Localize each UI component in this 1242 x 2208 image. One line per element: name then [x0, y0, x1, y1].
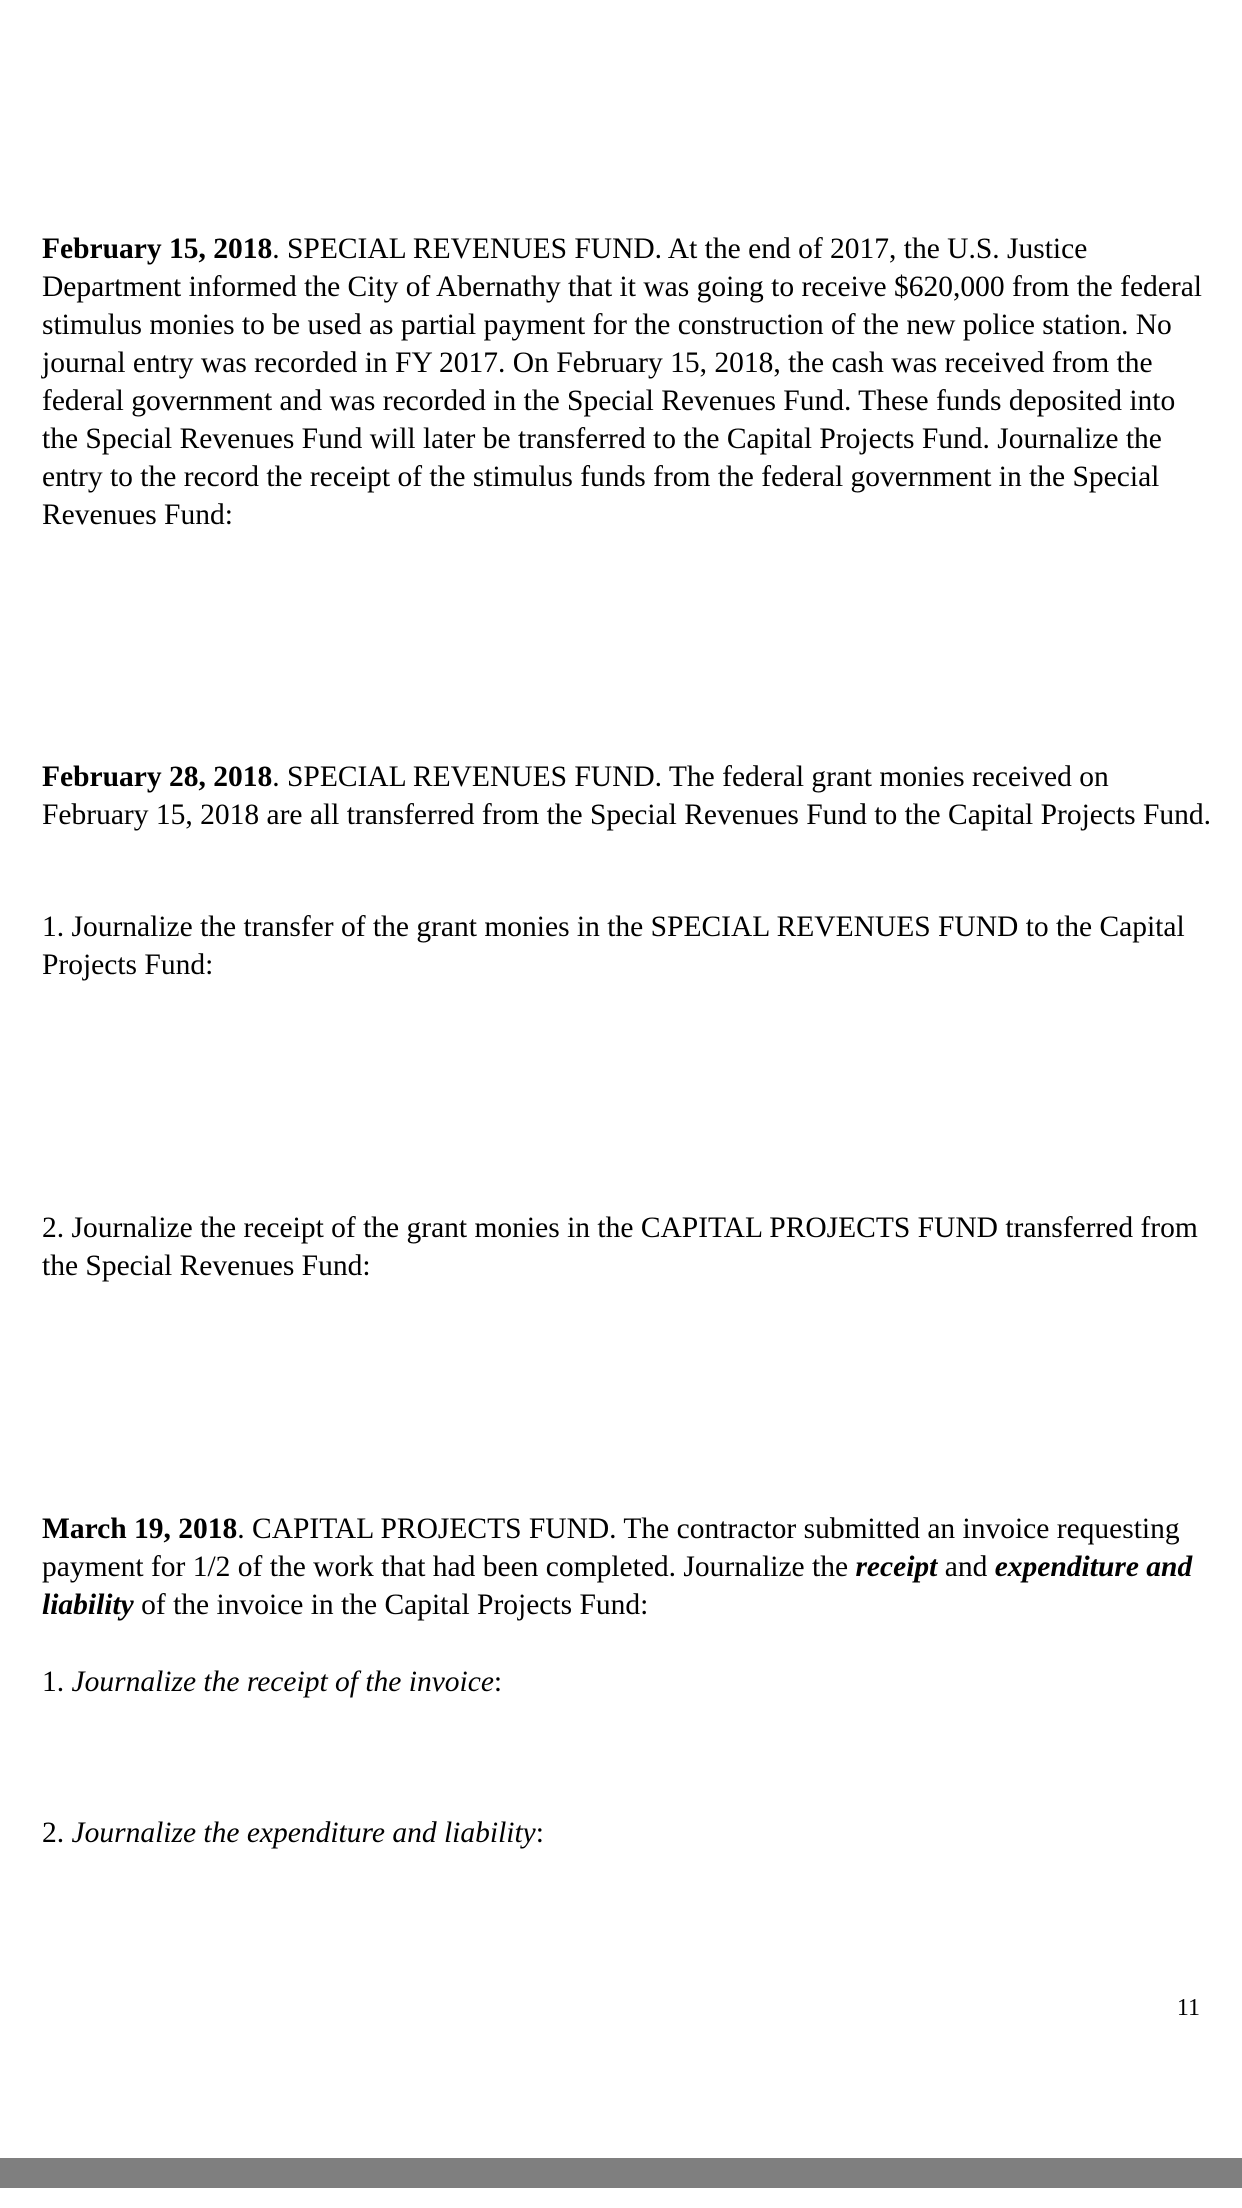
mar19-text-c: of the invoice in the Capital Projects Fund:	[133, 1589, 649, 1621]
mar19-date: March 19, 2018	[42, 1513, 238, 1545]
mar19-item-2-num: 2.	[42, 1817, 72, 1849]
feb28-item-2: 2. Journalize the receipt of the grant monies in the CAPITAL PROJECTS FUND transferred from the Special Revenues Fund:	[42, 1212, 1198, 1282]
page-number: 11	[1176, 1995, 1200, 2021]
mar19-item-1	[42, 1663, 1217, 1701]
bottom-scroll-bar[interactable]	[0, 2158, 1242, 2188]
mar19-text-b: and	[937, 1551, 995, 1583]
feb15-text: . SPECIAL REVENUES FUND. At the end of 2017, the U.S. Justice Department informed the City of Abernathy that it was going to receive $620,000 from the federal stimulus monies to be used as partial payment for the construction of the new police station. No journal entry was recorded in FY 2017. On February 15, 2018, the cash was received from the federal government and was recorded in the Special Revenues Fund. These funds deposited into the Special Revenues Fund will later be transferred to the Capital Projects Fund. Journalize the entry to the record the receipt of the stimulus funds from the federal government in the Special Revenues Fund:	[42, 233, 1202, 531]
mar19-item-2-tail: :	[535, 1817, 544, 1849]
mar19-text-a: . CAPITAL PROJECTS FUND. The contractor submitted an invoice requesting payment for 1/2 of the work that had been completed. Journalize the	[42, 1513, 1180, 1583]
feb28-item-1: 1. Journalize the transfer of the grant monies in the SPECIAL REVENUES FUND to the Capital Projects Fund:	[42, 911, 1185, 981]
feb15-paragraph	[42, 230, 1217, 534]
mar19-paragraph	[42, 1510, 1217, 1624]
feb28-date: February 28, 2018	[42, 761, 273, 793]
mar19-emph-expenditure: expenditure and liability	[42, 1551, 1193, 1621]
mar19-item-2	[42, 1814, 1217, 1852]
mar19-item-2-text: Journalize the expenditure and liability	[71, 1817, 536, 1849]
feb15-date: February 15, 2018	[42, 233, 273, 265]
mar19-emph-receipt: receipt	[855, 1551, 938, 1583]
mar19-item-1-text: Journalize the receipt of the invoice	[71, 1666, 494, 1698]
mar19-item-1-tail: :	[493, 1666, 503, 1698]
mar19-item-1-num: 1.	[42, 1666, 72, 1698]
feb28-text: . SPECIAL REVENUES FUND. The federal grant monies received on February 15, 2018 are all transferred from the Special Revenues Fund to the Capital Projects Fund.	[42, 761, 1212, 831]
feb28-paragraph	[42, 758, 1217, 834]
